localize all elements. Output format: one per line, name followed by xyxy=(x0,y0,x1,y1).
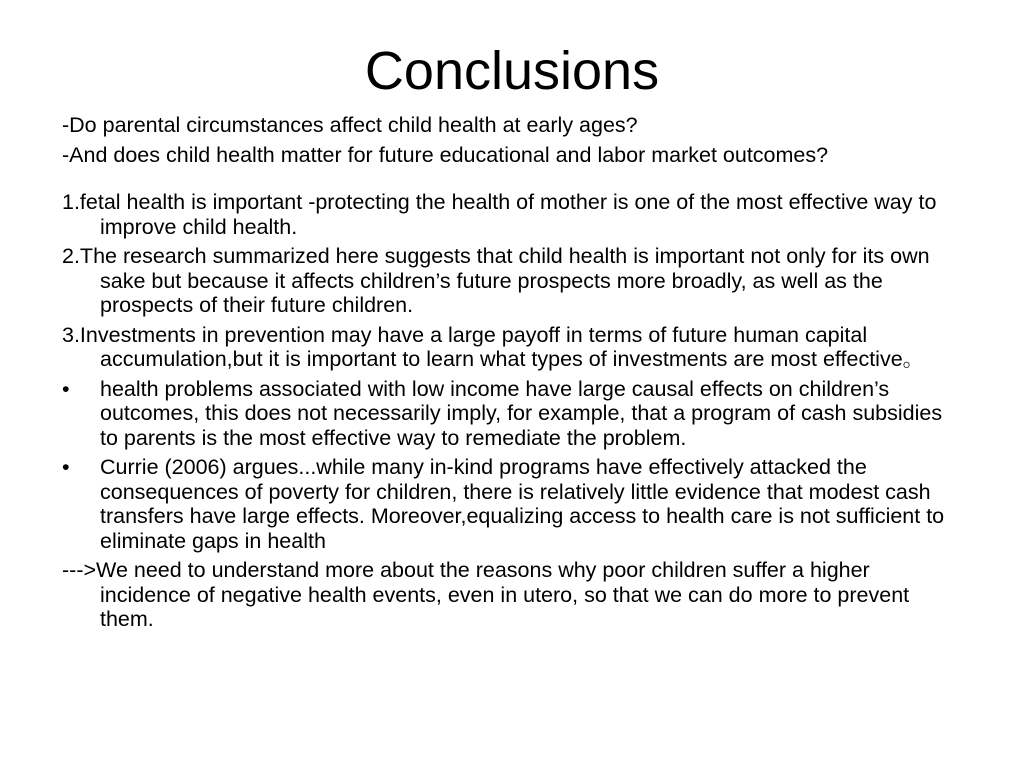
bullet-marker: • xyxy=(62,376,70,401)
point-2: 2.The research summarized here suggests that child health is important not only for its own sake but because it affects children’s future prospects more broadly, as well as the prospects of their future children. xyxy=(62,244,930,317)
point-3: 3.Investments in prevention may have a large payoff in terms of future human capital accumulation,but it is important to learn what types of investments are most effective。 xyxy=(62,322,925,371)
bullet-text-2: Currie (2006) argues...while many in-kind programs have effectively attacked the consequences of poverty for children, there is relatively little evidence that modest cash transfers have large effects. Moreover,equalizing access to health care is not sufficient to eliminate gaps in health xyxy=(100,455,945,553)
question-2: -And does child health matter for future educational and labor market outcomes? xyxy=(62,142,829,167)
slide-title: Conclusions xyxy=(364,41,660,101)
point-1: 1.fetal health is important -protecting the health of mother is one of the most effective way to improve child health. xyxy=(62,190,937,239)
bullet-text-1: health problems associated with low income have large causal effects on children’s outcomes, this does not necessarily imply, for example, that a program of cash subsidies to parents is the most effective way to remediate the problem. xyxy=(100,376,943,450)
question-1: -Do parental circumstances affect child health at early ages? xyxy=(62,113,638,137)
bullet-item-2 xyxy=(62,455,962,553)
closing-statement: --->We need to understand more about the reasons why poor children suffer a higher incidence of negative health events, even in utero, so that we can do more to prevent them. xyxy=(62,558,910,631)
slide-body xyxy=(62,113,962,637)
bullet-item-1 xyxy=(62,377,962,451)
bullet-marker: • xyxy=(62,455,70,479)
